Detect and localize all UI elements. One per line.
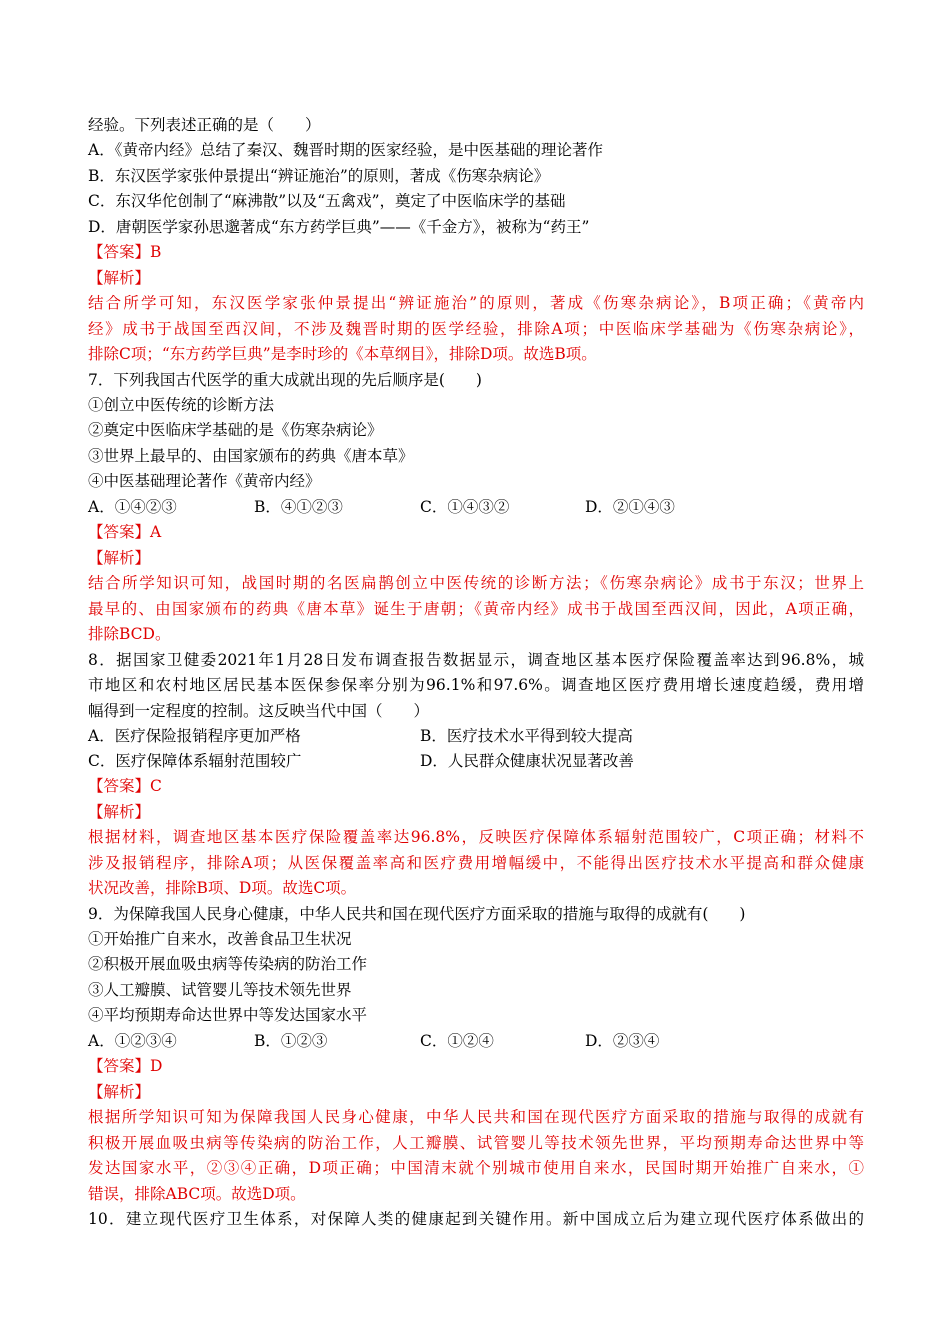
- q6-option-c: C．东汉华佗创制了“麻沸散”以及“五禽戏”，奠定了中医临床学的基础: [88, 192, 566, 210]
- q7-option-c: C．①④③②: [420, 498, 510, 516]
- q7-analysis-label: 【解析】: [88, 549, 151, 567]
- q7-option-b: B．④①②③: [254, 498, 343, 516]
- q7-analysis-line-3: 排除BCD。: [88, 625, 171, 643]
- q8-option-c: C．医疗保障体系辐射范围较广: [88, 752, 302, 770]
- q9-item-3: ③人工瓣膜、试管婴儿等技术领先世界: [88, 981, 352, 999]
- q8-options-row-2: [88, 750, 868, 772]
- q6-analysis-line-2: 经》成书于战国至西汉间，不涉及魏晋时期的医学经验，排除A项；中医临床学基础为《伤寒杂病论》，: [88, 320, 864, 338]
- q9-analysis-label: 【解析】: [88, 1083, 151, 1101]
- q10-stem-line-1: 10．建立现代医疗卫生体系，对保障人类的健康起到关键作用。新中国成立后为建立现代医疗体系做出的: [88, 1210, 864, 1228]
- q7-analysis-line-2: 最早的、由国家颁布的药典《唐本草》诞生于唐朝；《黄帝内经》成书于战国至西汉间，因此，A项正确，: [88, 600, 864, 618]
- q6-analysis-line-1: 结合所学可知，东汉医学家张仲景提出“辨证施治”的原则，著成《伤寒杂病论》，B项正确；《黄帝内: [88, 294, 864, 312]
- q7-option-d: D．②①④③: [585, 498, 675, 516]
- q6-stem-tail: 经验。下列表述正确的是（ ）: [88, 116, 321, 134]
- q9-analysis-line-3: 发达国家水平，②③④正确，D项正确；中国清末就个别城市使用自来水，民国时期开始推广自来水，①: [88, 1159, 864, 1177]
- q6-option-a: A．《黄帝内经》总结了秦汉、魏晋时期的医家经验，是中医基础的理论著作: [88, 141, 603, 159]
- q9-stem: 9．为保障我国人民身心健康，中华人民共和国在现代医疗方面采取的措施与取得的成就有( ): [88, 905, 746, 923]
- q7-option-a: A．①④②③: [88, 498, 177, 516]
- q6-analysis-line-3: 排除C项；“东方药学巨典”是李时珍的《本草纲目》，排除D项。故选B项。: [88, 345, 597, 363]
- q6-analysis-label: 【解析】: [88, 269, 151, 287]
- q9-options-row: [88, 1030, 868, 1052]
- q7-item-3: ③世界上最早的、由国家颁布的药典《唐本草》: [88, 447, 414, 465]
- q8-stem-line-1: 8．据国家卫健委2021年1月28日发布调查报告数据显示，调查地区基本医疗保险覆盖率达到96.8%，城: [88, 651, 864, 669]
- q6-answer: 【答案】B: [88, 243, 162, 261]
- q9-option-c: C．①②④: [420, 1032, 494, 1050]
- q8-option-d: D．人民群众健康状况显著改善: [420, 752, 634, 770]
- q8-analysis-line-2: 涉及报销程序，排除A项；从医保覆盖率高和医疗费用增幅缓中，不能得出医疗技术水平提高和群众健康: [88, 854, 864, 872]
- q8-option-a: A．医疗保险报销程序更加严格: [88, 727, 301, 745]
- q8-answer: 【答案】C: [88, 777, 162, 795]
- q9-analysis-line-4: 错误，排除ABC项。故选D项。: [88, 1185, 306, 1203]
- q7-item-4: ④中医基础理论著作《黄帝内经》: [88, 472, 321, 490]
- q9-analysis-line-1: 根据所学知识可知为保障我国人民身心健康，中华人民共和国在现代医疗方面采取的措施与取得的成就有: [88, 1108, 864, 1126]
- q9-option-b: B．①②③: [254, 1032, 328, 1050]
- q9-item-1: ①开始推广自来水，改善食品卫生状况: [88, 930, 352, 948]
- q7-item-2: ②奠定中医临床学基础的是《伤寒杂病论》: [88, 421, 383, 439]
- q7-answer: 【答案】A: [88, 523, 162, 541]
- q8-analysis-line-3: 状况改善，排除B项、D项。故选C项。: [88, 879, 357, 897]
- q9-option-a: A．①②③④: [88, 1032, 177, 1050]
- q7-stem: 7．下列我国古代医学的重大成就出现的先后顺序是( ): [88, 371, 482, 389]
- q8-options-row-1: [88, 725, 868, 747]
- q9-item-4: ④平均预期寿命达世界中等发达国家水平: [88, 1006, 368, 1024]
- q8-stem-line-3: 幅得到一定程度的控制。这反映当代中国（ ）: [88, 702, 430, 720]
- q9-analysis-line-2: 积极开展血吸虫病等传染病的防治工作，人工瓣膜、试管婴儿等技术领先世界，平均预期寿命达世界中等: [88, 1134, 864, 1152]
- q7-options-row: [88, 496, 868, 518]
- q6-option-d: D．唐朝医学家孙思邈著成“东方药学巨典”——《千金方》，被称为“药王”: [88, 218, 590, 236]
- q6-option-b: B．东汉医学家张仲景提出“辨证施治”的原则，著成《伤寒杂病论》: [88, 167, 550, 185]
- q8-stem-line-2: 市地区和农村地区居民基本医保参保率分别为96.1%和97.6%。调查地区医疗费用增长速度趋缓，费用增: [88, 676, 864, 694]
- q8-analysis-line-1: 根据材料，调查地区基本医疗保险覆盖率达96.8%，反映医疗保障体系辐射范围较广，C项正确；材料不: [88, 828, 864, 846]
- q7-item-1: ①创立中医传统的诊断方法: [88, 396, 275, 414]
- q8-option-b: B．医疗技术水平得到较大提高: [420, 727, 633, 745]
- q7-analysis-line-1: 结合所学知识可知，战国时期的名医扁鹊创立中医传统的诊断方法；《伤寒杂病论》成书于东汉；世界上: [88, 574, 864, 592]
- q9-answer: 【答案】D: [88, 1057, 163, 1075]
- q9-item-2: ②积极开展血吸虫病等传染病的防治工作: [88, 955, 368, 973]
- q9-option-d: D．②③④: [585, 1032, 660, 1050]
- q8-analysis-label: 【解析】: [88, 803, 151, 821]
